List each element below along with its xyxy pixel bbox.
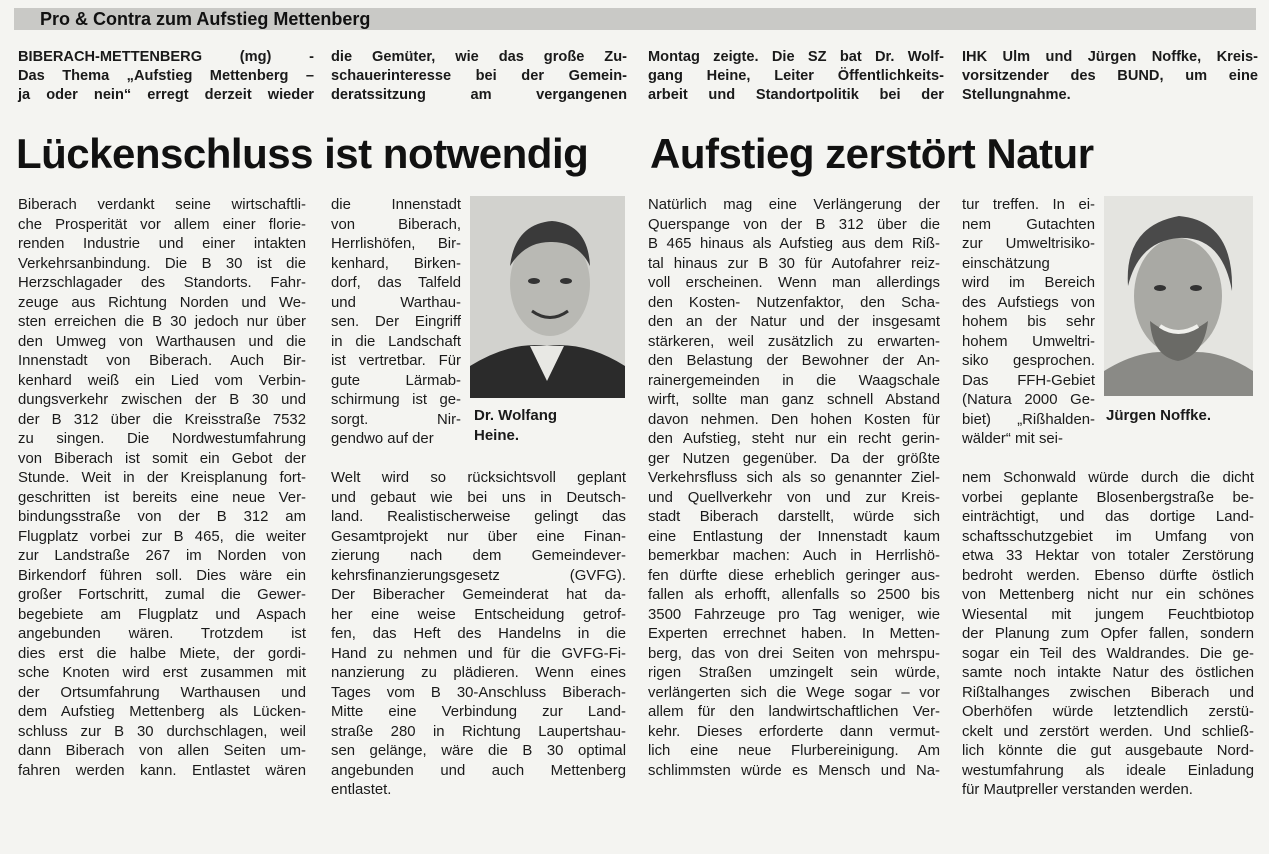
text-line: die Innenstadt [331,197,461,213]
pro-column-2-wide [331,469,626,801]
text-line: für Mautpreller verstanden werden. [962,782,1193,798]
text-line: allem für den landwirtschaftlichen Ver- [648,704,940,720]
heine-portrait-icon [470,196,625,398]
intro-line: die Gemüter, wie das große Zu- [331,49,627,65]
text-line: lich eine neue Flurbereinigung. Am [648,743,940,759]
caption-line: Dr. Wolfang [474,407,558,424]
text-line: Verkehrsfluss sich als so genannter Ziel- [648,470,940,486]
text-line: sten erreichen die B 30 jedoch nur über [18,314,306,330]
text-line: von Mettenberg nicht nur ein schönes [962,587,1254,603]
text-line: lich könnte die gut ausgebaute Nord- [962,743,1254,759]
heine-caption [474,406,557,446]
text-line: Herzschlagader des Standorts. Fahr- [18,275,306,291]
text-line: (Natura 2000 Ge- [962,392,1095,408]
contra-column-4-narrow [962,196,1095,450]
text-line: angebunden wären. Trotzdem ist [18,626,306,642]
text-line: entlastet. [331,782,392,798]
text-line: einschätzung [962,255,1050,272]
intro-line: Montag zeigte. Die SZ bat Dr. Wolf- [648,49,944,65]
text-line: sorgt. Nir- [331,411,461,428]
text-line: hohem bis sehr [962,314,1095,330]
text-line: Experten errechnet haben. In Metten- [648,626,940,642]
text-line: fallen als erhofft, allenfalls so 2500 bis [648,587,940,603]
text-line: Tages vom B 30-Anschluss Biberach- [331,684,626,701]
text-line: den Belastung der Bewohner der An- [648,353,940,369]
text-line: straße 280 in Richtung Laupertshau- [331,723,626,740]
text-line: zur Umweltrisiko- [962,236,1095,252]
text-line: eine Entlastung der Innenstadt kaum [648,528,940,545]
noffke-portrait-photo [1104,196,1253,396]
text-line: Biberach verdankt seine wirtschaftli- [18,197,306,213]
text-line: Stunde. Weit in der Kreisplanung fort- [18,470,306,486]
text-line: dem Aufstieg Mettenberg als Lücken- [18,704,306,720]
text-line: davon nehmen. Den hohen Kosten für [648,411,940,428]
text-line: in die Landschaft [331,333,461,350]
text-line: verlängerten sich die Wege sogar – vor [648,684,940,701]
text-line: zeuge aus Richtung Norden und We- [18,294,306,311]
text-line: 3500 Fahrzeuge pro Tag weniger, wie [648,606,940,623]
pro-column-1 [18,196,306,781]
text-line: schluss zur B 30 durchschlagen, weil [18,723,306,740]
pro-column-2-narrow [331,196,461,450]
text-line: gendwo auf der [331,431,434,447]
text-line: der Planung zum Opfer fallen, sondern [962,626,1254,642]
text-line: Gesamtprojekt nur über eine Finan- [331,528,626,545]
text-line: zur Landstraße 267 im Norden von [18,548,306,564]
intro-line: schauerinteresse bei der Gemein- [331,68,627,84]
text-line: stadt Biberach darstellt, würde sich [648,509,940,525]
text-line: und Warthau- [331,294,461,311]
text-line: den an der Natur und der insgesamt [648,314,940,330]
pro-headline: Lückenschluss ist notwendig [16,130,589,177]
text-line: schlimmsten würde es Mensch und Na- [648,762,940,779]
text-line: westumfahrung als ideale Einladung [962,762,1254,779]
text-line: angebunden und auch Mettenberg [331,762,626,779]
text-line: ckelt und zerstört werden. Und schließ- [962,723,1254,740]
text-line: biet) „Rißhalden- [962,411,1095,428]
text-line: bindungsstraße von der B 312 am [18,509,306,525]
text-line: kehrsfinanzierungsgesetz (GVFG). [331,567,626,584]
text-line: kenhard weiß ein Lied vom Verbin- [18,372,306,389]
contra-column-3 [648,196,940,781]
noffke-caption [1106,406,1211,426]
intro-line: deratssitzung am vergangenen [331,87,627,103]
text-line: sen. Der Eingriff [331,314,461,330]
text-line: der B 312 über die Kreisstraße 7532 [18,411,306,428]
intro-col-1 [18,48,314,105]
text-line: che Prosperität vor allem einer florie- [18,216,306,233]
text-line: nanzierung zu plädieren. Wenn eines [331,665,626,681]
text-line: des Aufstiegs von [962,294,1095,311]
text-line: schirmung ist ge- [331,392,461,408]
text-line: großer Fortschritt, zumal die Gewer- [18,587,306,603]
text-line: tur treffen. In ei- [962,197,1095,213]
heine-portrait-photo [470,196,625,398]
text-line: schaftsschutzgebiet im Umfang von [962,528,1254,545]
intro-line: gang Heine, Leiter Öffentlichkeits- [648,68,944,84]
text-line: ger Nutzen gegenüber. Da der größte [648,450,940,467]
text-line: Flugplatz vorbei zur B 465, die weiter [18,528,306,545]
text-line: Querspange von der B 312 über die [648,216,940,233]
intro-line: ja oder nein“ erregt derzeit wieder [18,87,314,103]
text-line: dann Biberach von allen Seiten um- [18,743,306,759]
text-line: einträchtigt, und das dortige Land- [962,509,1254,525]
text-line: wirft, sollte man ganz schnell Abstand [648,392,940,408]
text-line: Hand zu nehmen und für die GVFG-Fi- [331,645,626,662]
text-line: nem Schonwald würde durch die dicht [962,470,1254,486]
text-line: zierung nach dem Gemeindever- [331,548,626,564]
text-line: dorf, das Talfeld [331,275,461,291]
text-line: Mitte eine Verbindung zur Land- [331,704,626,720]
text-line: fen, das Heft des Handelns in die [331,626,626,642]
text-line: Verkehrsanbindung. Die B 30 ist die [18,255,306,272]
text-line: Der Biberacher Gemeinderat hat da- [331,587,626,603]
text-line: Natürlich mag eine Verlängerung der [648,197,940,213]
intro-line: Das Thema „Aufstieg Mettenberg – [18,68,314,84]
text-line: den Umweg von Warthausen und die [18,333,306,350]
text-line: Herrlishöfen, Bir- [331,236,461,252]
contra-column-4-wide [962,469,1254,801]
text-line: wälder“ mit sei- [962,431,1063,447]
text-line: Innenstadt von Biberach. Auch Bir- [18,353,306,369]
text-line: land. Realistischerweise gelingt das [331,509,626,525]
text-line: tal hinaus zur B 30 für Autofahrer reiz- [648,255,940,272]
text-line: gute Lärmab- [331,372,461,389]
text-line: B 465 hinaus als Aufstieg aus dem Riß- [648,236,940,252]
text-line: und gebaut wie bei uns in Deutsch- [331,489,626,506]
text-line: zu singen. Die Nordwestumfahrung [18,431,306,447]
text-line: begebiete am Flugplatz und Aspach [18,606,306,623]
intro-col-2 [331,48,627,105]
text-line: berg, das von drei Seiten von mehrspu- [648,645,940,662]
text-line: vorbei geplante Blosenbergstraße be- [962,489,1254,506]
rubric-title: Pro & Contra zum Aufstieg Mettenberg [40,9,371,29]
intro-col-4 [962,48,1258,105]
text-line: bedroht werden. Ebenso dürfte östlich [962,567,1254,584]
contra-headline: Aufstieg zerstört Natur [650,130,1094,177]
text-line: samte noch intakte Natur des östlichen [962,665,1254,681]
intro-col-3 [648,48,944,105]
text-line: der Ortsumfahrung Warthausen und [18,684,306,701]
text-line: hohem Umweltri- [962,333,1095,350]
text-line: sen gelänge, wäre die B 30 optimal [331,743,626,759]
text-line: fahren werden kann. Entlastet wären [18,762,306,779]
intro-line: arbeit und Standortpolitik bei der [648,87,944,103]
text-line: rigen Straßen umzingelt sein würde, [648,665,940,681]
text-line: siko gesprochen. [962,353,1095,369]
text-line: Birkendorf führen soll. Dies wäre ein [18,567,306,584]
text-line: voll erscheinen. Wenn man allerdings [648,275,940,291]
section-rubric [14,8,1256,30]
text-line: Wiesental mit jungem Feuchtbiotop [962,606,1254,623]
text-line: den Aufstieg, steht nur ein recht gerin- [648,431,940,447]
text-line: wird im Bereich [962,275,1095,291]
text-line: geschritten ist bereits eine neue Ver- [18,489,306,506]
text-line: nem Gutachten [962,216,1095,233]
text-line: ist vertretbar. Für [331,353,461,369]
text-line: stärkeren, weil zusätzlich zu erwarten- [648,333,940,350]
text-line: kenhard, Birken- [331,255,461,272]
noffke-portrait-icon [1104,196,1253,396]
text-line: fen dürfte diese erheblich geringer aus- [648,567,940,584]
text-line: her eine weise Entscheidung getrof- [331,606,626,623]
caption-line: Jürgen Noffke. [1106,407,1212,424]
text-line: dungsverkehr zwischen der B 30 und [18,392,306,408]
text-line: Oberhöfen würde letztendlich zerstü- [962,704,1254,720]
text-line: den Kosten- Nutzenfaktor, den Scha- [648,294,940,311]
text-line: von Biberach, [331,216,461,233]
intro-line: IHK Ulm und Jürgen Noffke, Kreis- [962,49,1258,65]
text-line: dies erst die halbe Miete, der gordi- [18,645,306,662]
text-line: Welt wird so rücksichtsvoll geplant [331,470,626,486]
intro-line: Stellungnahme. [962,87,1071,103]
text-line: bemerkbar machen: Auch in Herrlishö- [648,548,940,564]
text-line: sche Knoten wird erst zusammen mit [18,665,306,681]
text-line: Rißtalhanges zwischen Biberach und [962,684,1254,701]
text-line: von Biberach ist somit ein Gebot der [18,450,306,467]
intro-line: vorsitzender des BUND, um eine [962,68,1258,84]
text-line: und Quellverkehr von und zur Kreis- [648,489,940,506]
text-line: Das FFH-Gebiet [962,372,1095,389]
text-line: renden Industrie und einer intakten [18,236,306,252]
text-line: rainergemeinden in die Waagschale [648,372,940,389]
text-line: sogar ein Teil des Waldrandes. Die ge- [962,645,1254,662]
intro-line: BIBERACH-METTENBERG (mg) - [18,49,314,65]
text-line: kehr. Dieses erforderte dann vermut- [648,723,940,740]
caption-line: Heine. [474,427,520,444]
text-line: etwa 33 Hektar von totaler Zerstörung [962,548,1254,564]
